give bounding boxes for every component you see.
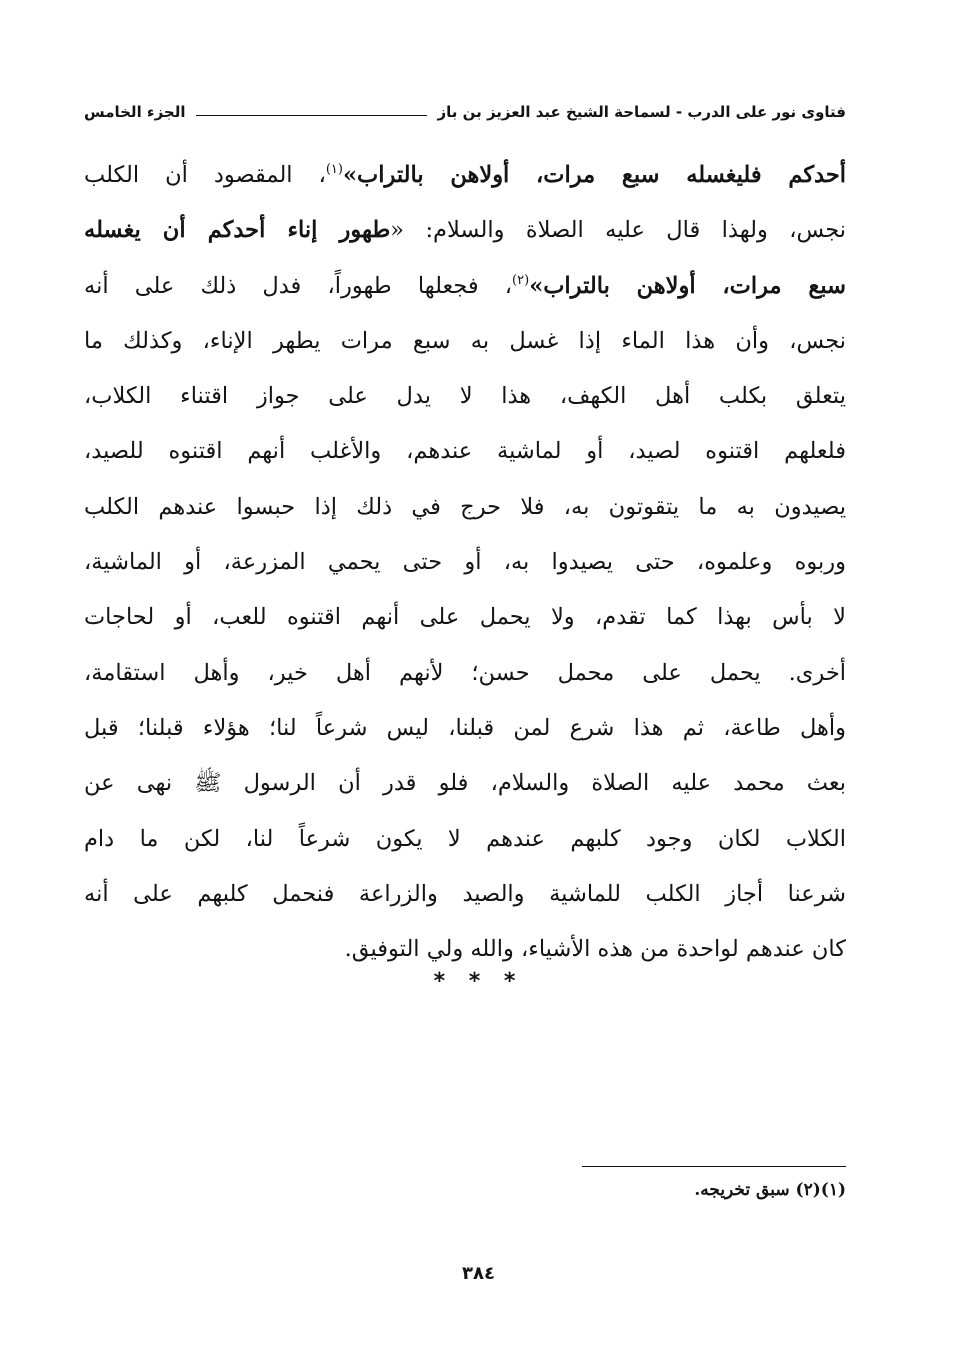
text-line-9: لا بأس بهذا كما تقدم، ولا يحمل على أنهم اقتنوه للعب، أو لحاجات [84, 604, 846, 631]
footnote-marker-2: (٢) [512, 272, 530, 288]
text-line-3 [84, 259, 846, 314]
main-text [84, 148, 846, 977]
text-line-6: فلعلهم اقتنوه لصيد، أو لماشية عندهم، والأغلب أنهم اقتنوه للصيد، [84, 438, 846, 465]
text-line-11: وأهل طاعة، ثم هذا شرع لمن قبلنا، ليس شرعاً لنا؛ هؤلاء قبلنا؛ قبل [84, 714, 846, 741]
text-fragment: نجس، ولهذا قال عليه الصلاة والسلام: « [390, 217, 846, 244]
hadith-quote-start: طهور إناء أحدكم أن يغسله [84, 217, 391, 244]
header-part-label: الجزء الخامس [84, 103, 186, 121]
page-number: ٣٨٤ [462, 1263, 495, 1284]
text-fragment: ، المقصود أن الكلب [84, 162, 326, 188]
text-line-10: أخرى. يحمل على محمل حسن؛ لأنهم أهل خير، وأهل استقامة، [84, 659, 846, 686]
footnote-marker-1: (١) [325, 161, 343, 177]
section-separator: * * * [433, 969, 524, 994]
text-line-1 [84, 148, 846, 203]
running-header [84, 95, 846, 129]
text-line-5: يتعلق بكلب أهل الكهف، هذا لا يدل على جواز اقتناء الكلاب، [84, 383, 846, 410]
footnote-rule [582, 1166, 846, 1167]
text-fragment: ، فجعلها طهوراً، فدل ذلك على أنه [84, 272, 513, 299]
text-line-14: شرعنا أجاز الكلب للماشية والصيد والزراعة فنحمل كلبهم على أنه [84, 880, 846, 907]
text-line-12: بعث محمد عليه الصلاة والسلام، فلو قدر أن الرسول ﷺ نهى عن [84, 770, 846, 797]
hadith-quote-end: سبع مرات، أولاهن بالتراب» [529, 272, 846, 299]
footnote: (١)(٢) سبق تخريجه. [694, 1180, 846, 1200]
text-line-15: كان عندهم لواحدة من هذه الأشياء، والله ولي التوفيق. [344, 936, 846, 963]
text-line-8: وربوه وعلموه، حتى يصيدوا به، أو حتى يحمي المزرعة، أو الماشية، [84, 549, 846, 576]
header-title: فتاوى نور على الدرب - لسماحة الشيخ عبد العزيز بن باز [437, 103, 846, 121]
text-line-7: يصيدون به ما يتقوتون به، فلا حرج في ذلك إذا حبسوا عندهم الكلب [84, 493, 846, 520]
text-line-4: نجس، وأن هذا الماء إذا غسل به سبع مرات يطهر الإناء، وكذلك ما [84, 327, 846, 354]
hadith-quote-end: أحدكم فليغسله سبع مرات، أولاهن بالتراب» [342, 162, 846, 188]
text-line-2 [84, 203, 846, 258]
header-rule [196, 115, 428, 116]
text-line-13: الكلاب لكان وجود كلبهم عندهم لا يكون شرعاً لنا، لكن ما دام [84, 825, 846, 852]
